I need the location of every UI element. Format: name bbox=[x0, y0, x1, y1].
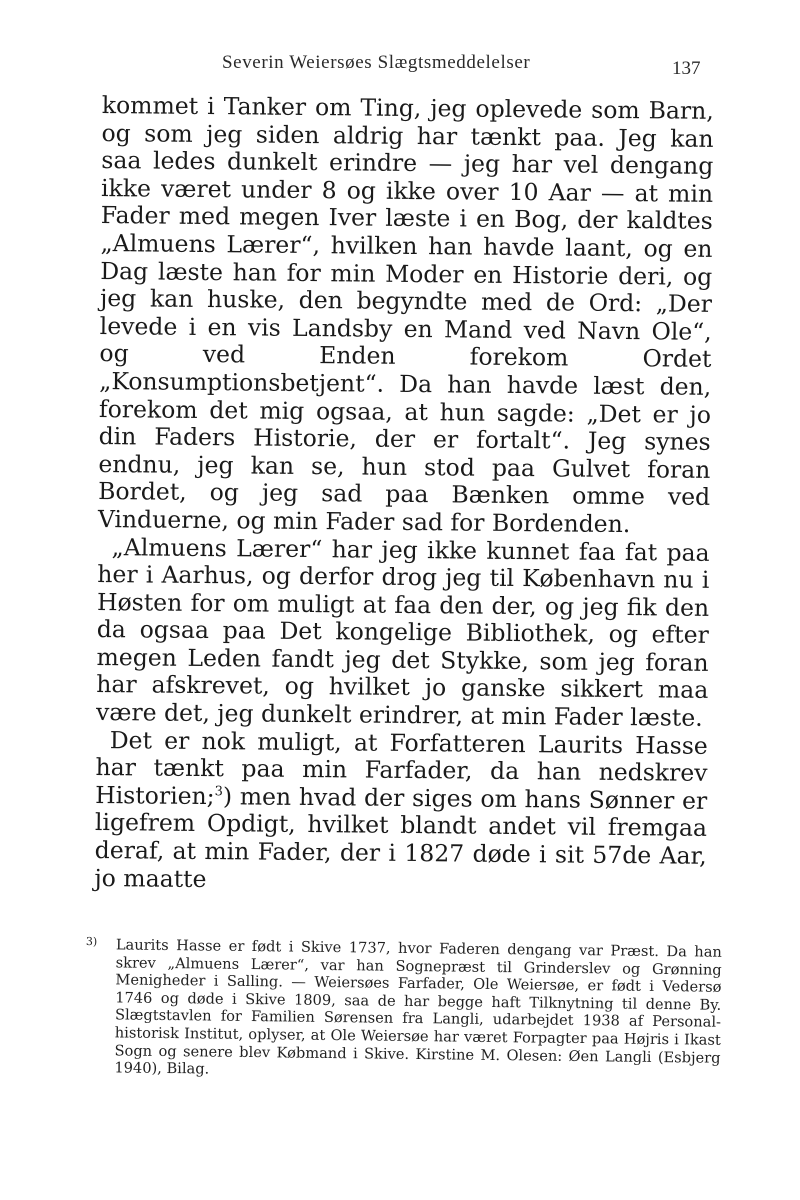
page-number: 137 bbox=[672, 58, 701, 79]
paragraph-3-end: ) men hvad der siges om hans Sønner er ligefrem Opdigt, hvilket blandt andet vil fremgaa deraf, at min Fader, der i 1827 døde i sit 57de Aar, jo maatte bbox=[94, 782, 708, 893]
running-title: Severin Weiersøes Slægtsmeddelelser bbox=[222, 52, 531, 73]
paragraph-1: kommet i Tanker om Ting, jeg oplevede som Barn, og som jeg siden aldrig har tænkt paa. Jeg kan saa ledes dunkelt erindre — jeg har vel dengang ikke været under 8 og ikke over 10 Aar — at min Fader med megen Iver læste i en Bog, der kaldtes „Almuens Lærer“, hvilken han havde laant, og en Dag læste han for min Moder en Historie deri, og jeg kan huske, den begyndte med de Ord: „Der levede i en vis Landsby en Mand ved Navn Ole“, og ved Enden forekom Ordet „Konsumptionsbetjent“. Da han havde læst den, forekom det mig ogsaa, at hun sagde: „Det er jo din Faders Historie, der er fortalt“. Jeg synes endnu, jeg kan se, hun stod paa Gulvet foran Bordet, og jeg sad paa Bænken omme ved Vinduerne, og min Fader sad for Bordenden. bbox=[97, 91, 714, 538]
paragraph-3-start: Det er nok muligt, at Forfatteren Laurits Hasse har tænkt paa min Farfader, da han nedskrev Historien; bbox=[95, 725, 708, 810]
footnote bbox=[84, 936, 722, 1085]
footnote-reference: 3 bbox=[214, 784, 224, 800]
paragraph-3 bbox=[94, 727, 708, 898]
page-header bbox=[0, 52, 800, 82]
body-text bbox=[94, 92, 714, 898]
paragraph-2: „Almuens Lærer“ har jeg ikke kunnet faa fat paa her i Aarhus, og derfor drog jeg til København nu i Høsten for om muligt at faa den der, og jeg fik den da ogsaa paa Det kongelige Bibliothek, og efter megen Leden fandt jeg det Stykke, som jeg foran har afskrevet, og hvilket jo ganske sikkert maa være det, jeg dunkelt erindrer, at min Fader læste. bbox=[95, 532, 710, 732]
footnote-marker: 3) bbox=[85, 935, 98, 949]
footnote-text: Laurits Hasse er født i Skive 1737, hvor Faderen dengang var Præst. Da han skrev „Almuens Lærer“, var han Sognepræst til Grinderslev og Grønning Menigheder i Salling. — Weiersøes Farfader, Ole Weiersøe, er født i Vedersø 1746 og døde i Skive 1809, saa de har begge haft Tilknytning til denne By. Slægtstavlen for Familien Sørensen fra Langli, udarbejdet 1938 af Personalhistorisk Institut, oplyser, at Ole Weiersøe har været Forpagter paa Højris i Ikast Sogn og senere blev Købmand i Skive. Kirstine M. Olesen: Øen Langli (Esbjerg 1940), Bilag. bbox=[114, 936, 722, 1078]
